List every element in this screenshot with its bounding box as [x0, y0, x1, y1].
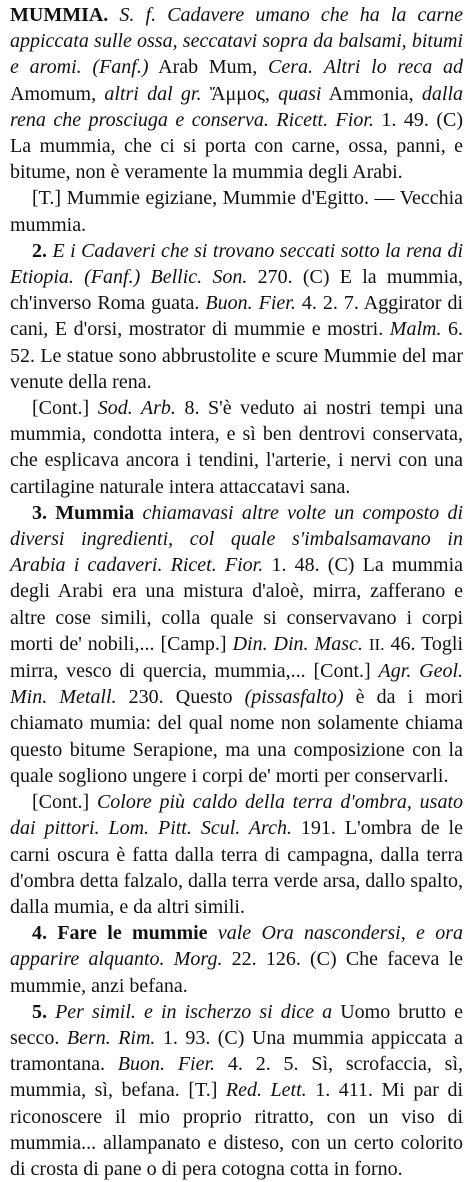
entry-sense-1b — [10, 185, 463, 237]
lemma: Mummia — [55, 501, 135, 524]
etymology-text: Altri lo reca ad — [323, 56, 464, 79]
definition: E i Cadaveri che si trovano seccati sotto la rena di Etiopia. — [10, 239, 464, 289]
entry-sense-4 — [10, 920, 463, 999]
source-ref: (Fanf.) — [84, 266, 141, 289]
sense-number: 5. — [32, 1000, 47, 1023]
entry-sense-2b — [10, 395, 463, 500]
citation-source: Red. Lett. — [225, 1079, 307, 1102]
etymology-text: Amomum, — [10, 82, 97, 105]
definition: chiamavasi altre volte un composto di diversi ingredienti, col quale s'imbalsamavano in Arabia i cadaveri. — [10, 501, 464, 577]
definition: Uomo brutto e secco. — [10, 1000, 464, 1049]
citation-source: Bern. Rim. — [66, 1026, 156, 1049]
entry-sense-3 — [10, 500, 463, 789]
tag: [T.] — [32, 187, 62, 210]
entry-sense-5 — [10, 999, 463, 1182]
citation-text: 22. 126. (C) Che faceva le mummie, anzi befana. — [10, 948, 464, 997]
citation-text: 1. 411. Mi par di riconoscere il mio proprio ritratto, con un viso di mummia... allampanato e disteso, con un certo colorito di crosta di pane o di pera cotogna cotta in forno. — [10, 1079, 464, 1180]
etymology-text: Cera. — [268, 56, 313, 79]
citation-text: 4. 2. 7. Aggirator di cani, E d'orsi, mostrator di mummie e mostri. — [10, 292, 464, 341]
citation-source: Malm. — [389, 318, 442, 341]
citation-source: Buon. Fier. — [205, 292, 296, 315]
etymology-text: Arab Mum, — [158, 56, 258, 79]
citation-source: Lom. Pitt. Scul. Arch. — [108, 817, 292, 840]
citation-source: Ricet. Fior. — [170, 554, 264, 577]
etymology-text: quasi — [278, 82, 322, 105]
citation-text: 4. 2. 5. Sì, scrofaccia, sì, mummia, sì, befana. — [10, 1053, 464, 1102]
etymology-text: dalla rena che prosciuga e conserva. — [10, 82, 464, 131]
sense-number: 4. — [32, 922, 47, 945]
citation-text: 191. L'ombra de le carni oscura è fatta dalla terra di campagna, dalla terra d'ombra detta falzalo, dalla terra verde arsa, dallo spalto, dalla mumia, e da altri simili. — [10, 817, 463, 918]
tag: [Cont.] — [313, 660, 371, 683]
etymology-text: Ammonia, — [328, 82, 414, 105]
citation-source: Sod. Arb. — [97, 397, 176, 420]
sense-number: 3. — [32, 501, 47, 524]
entry-sense-2 — [10, 238, 463, 395]
citation-text: 230. Questo — [128, 686, 233, 709]
definition: Colore più caldo della terra d'ombra, usato dai pittori. — [10, 791, 463, 840]
citation-text: 46. Togli mirra, vesco di quercia, mummia,... — [10, 632, 464, 683]
citation-text: 1. 93. (C) Una mummia appiccata a tramontana. — [10, 1026, 464, 1076]
sense-text: Mummie egiziane, Mummie d'Egitto. — Vecchia mummia. — [10, 187, 464, 236]
citation-text: 8. S'è veduto ai nostri tempi una mummia, condotta intera, e sì ben dentrovi conservata, che esplicava ancora i tendini, l'arterie, i nervi con una cartilagine naturale intera attaccatavi sana. — [10, 397, 464, 498]
source-ref: (Fanf.) — [92, 56, 149, 79]
citation-source: Bellic. Son. — [150, 266, 248, 289]
citation-source: Morg. — [173, 948, 223, 971]
citation-text: è da i mori chiamato mumia: del qual nome non solamente chiama questo bitume Serapione, ma una composizione con la quale sogliono ungere i corpi de' morti per conservarli. — [10, 686, 464, 787]
citation-text: 270. (C) E la mummia, ch'inverso Roma guata. — [10, 266, 464, 315]
etymology-text: altri dal gr. — [104, 82, 202, 105]
roman-numeral: II. — [368, 634, 385, 654]
citation-source: Agr. Geol. Min. Metall. — [10, 660, 464, 709]
greek-word: Ἄμμος, — [209, 82, 270, 105]
part-of-speech: S. f. — [119, 4, 157, 26]
citation-text: 1. 48. (C) La mummia degli Arabi era una mistura d'aloè, mirra, zafferano e altre cose simili, colla quale si conservavano i corpi morti de' nobili,... — [10, 554, 464, 655]
entry-sense-1 — [10, 2, 463, 185]
sense-number: 2. — [32, 239, 47, 262]
citation-source: Din. Din. Masc. — [232, 632, 363, 655]
tag: [Cont.] — [32, 397, 90, 420]
phrase: Fare le mummie — [57, 922, 208, 945]
definition: vale Ora nascondersi, e ora apparire alquanto. — [10, 922, 464, 971]
tag: [T.] — [188, 1079, 218, 1102]
citation-source: Ricett. Fior. — [276, 108, 374, 131]
tag: [Cont.] — [32, 791, 90, 814]
definition: Per simil. e in ischerzo si dice a — [55, 1000, 333, 1023]
citation-text: 1. 49. (C) La mummia, che ci si porta con carne, ossa, panni, e bitume, non è veramente la mummia degli Arabi. — [10, 108, 463, 184]
citation-text: (pissasfalto) — [244, 686, 344, 709]
citation-text: 6. 52. Le statue sono abbrustolite e scure Mummie del mar venute della rena. — [10, 318, 464, 393]
citation-source: Buon. Fier. — [117, 1053, 216, 1076]
tag: [Camp.] — [160, 632, 227, 655]
definition: Cadavere umano che ha la carne appiccata sulle ossa, seccatavi sopra da balsami, bitumi e aromi. — [10, 4, 464, 79]
entry-sense-3b — [10, 789, 463, 920]
headword: MUMMIA. — [10, 4, 109, 26]
